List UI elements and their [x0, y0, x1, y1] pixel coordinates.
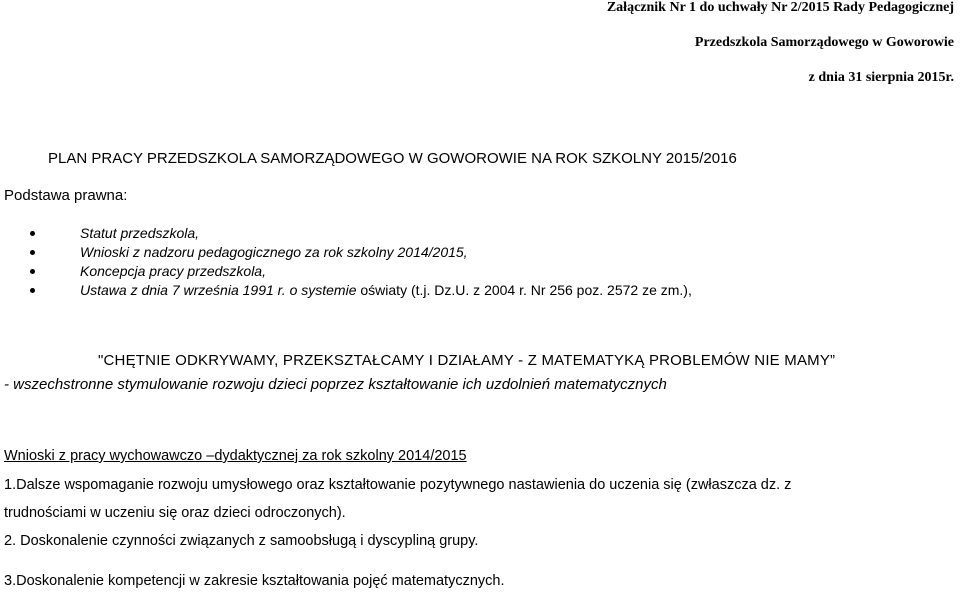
legal-basis-list	[30, 224, 692, 300]
header-institution-line: Przedszkola Samorządowego w Goworowie	[694, 35, 954, 50]
plan-motto-subtitle: - wszechstronne stymulowanie rozwoju dzieci poprzez kształtowanie ich uzdolnień matematycznych	[4, 376, 667, 393]
bullet-icon	[30, 288, 35, 293]
header-date-line: z dnia 31 sierpnia 2015r.	[808, 70, 954, 85]
document-title: PLAN PRACY PRZEDSZKOLA SAMORZĄDOWEGO W GOWOROWIE NA ROK SZKOLNY 2015/2016	[48, 150, 737, 167]
legal-basis-item: Statut przedszkola,	[30, 224, 692, 243]
legal-basis-item: Ustawa z dnia 7 września 1991 r. o systemie oświaty (t.j. Dz.U. z 2004 r. Nr 256 poz. 2572 ze zm.),	[30, 281, 692, 300]
header-attachment-line: Załącznik Nr 1 do uchwały Nr 2/2015 Rady Pedagogicznej	[606, 0, 954, 15]
legal-basis-item: Wnioski z nadzoru pedagogicznego za rok szkolny 2014/2015,	[30, 243, 692, 262]
legal-basis-item: Koncepcja pracy przedszkola,	[30, 262, 692, 281]
conclusion-item: 2. Doskonalenie czynności związanych z samoobsługą i dyscypliną grupy.	[4, 533, 479, 549]
bullet-icon	[30, 250, 35, 255]
conclusion-item-continued: trudnościami w uczeniu się oraz dzieci odroczonych).	[4, 505, 346, 521]
conclusion-item: 1.Dalsze wspomaganie rozwoju umysłowego oraz kształtowanie pozytywnego nastawienia do uczenia się (zwłaszcza dz. z	[4, 477, 792, 493]
bullet-icon	[30, 231, 35, 236]
bullet-icon	[30, 269, 35, 274]
conclusion-item: 3.Doskonalenie kompetencji w zakresie kształtowania pojęć matematycznych.	[4, 573, 505, 589]
legal-basis-heading: Podstawa prawna:	[4, 187, 128, 204]
plan-motto: "CHĘTNIE ODKRYWAMY, PRZEKSZTAŁCAMY I DZIAŁAMY - Z MATEMATYKĄ PROBLEMÓW NIE MAMY”	[98, 352, 836, 369]
conclusions-heading: Wnioski z pracy wychowawczo –dydaktycznej za rok szkolny 2014/2015	[4, 448, 467, 464]
